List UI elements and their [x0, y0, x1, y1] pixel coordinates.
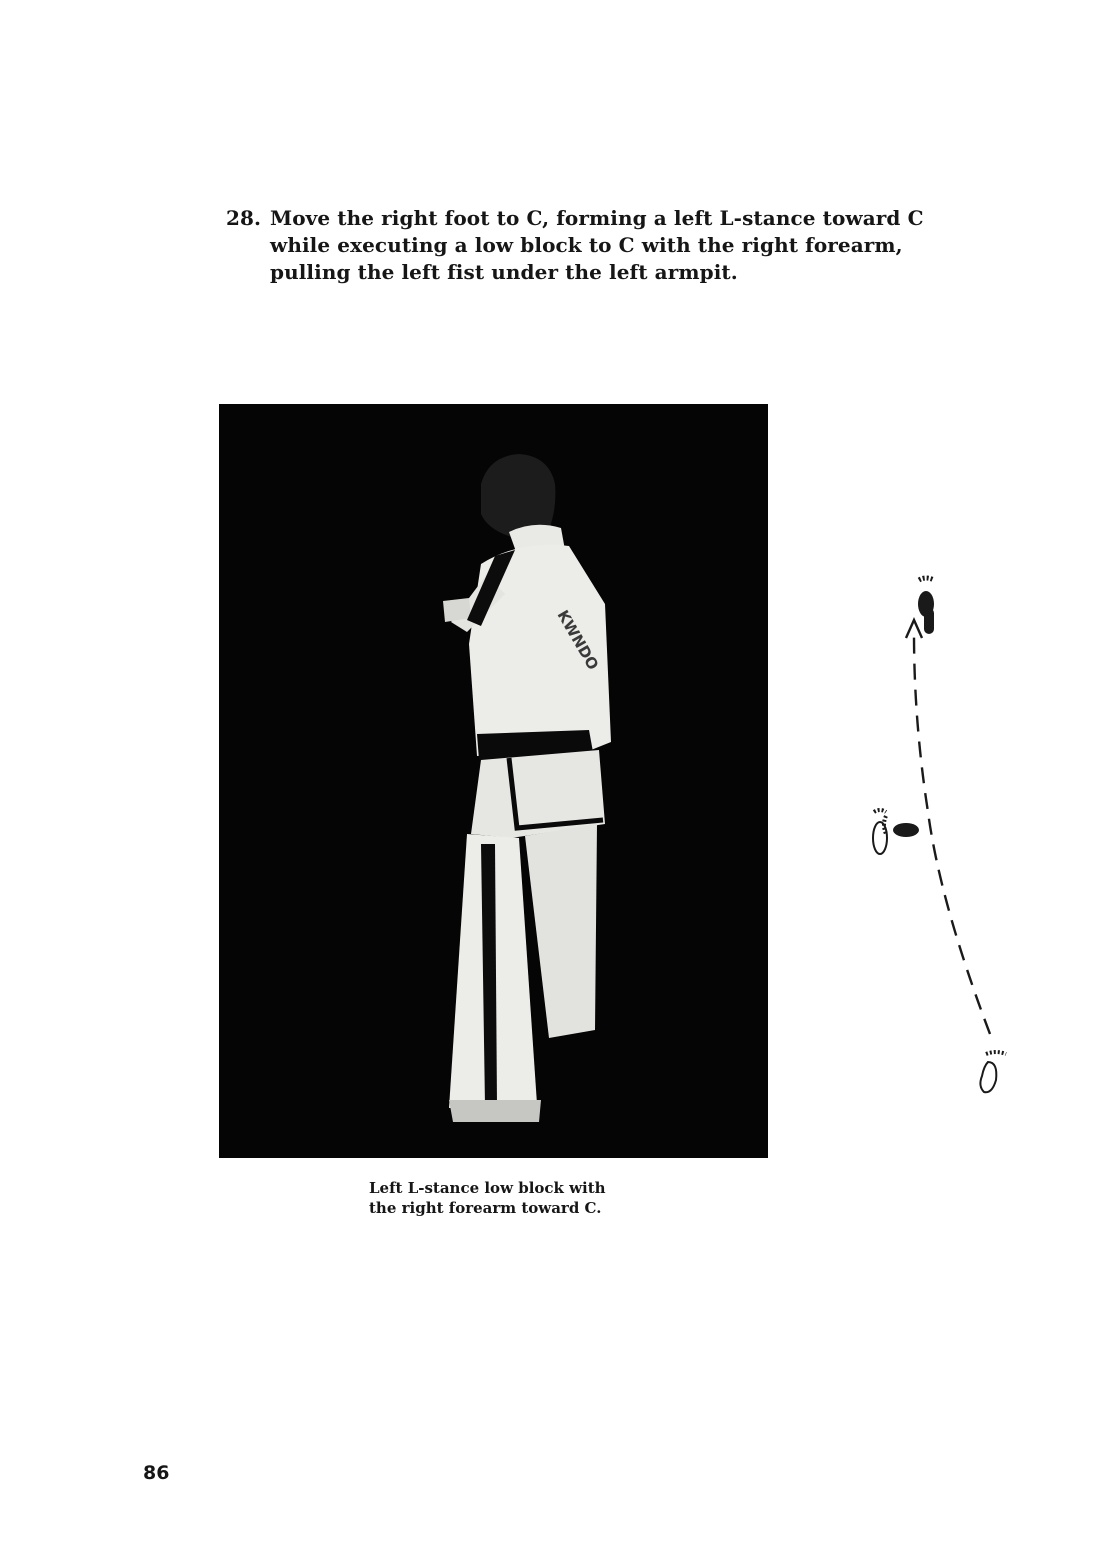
step-number: 28.	[226, 206, 262, 230]
footprint-icon	[873, 578, 1006, 1092]
step-instruction	[226, 205, 926, 286]
footwork-diagram	[862, 572, 1032, 1112]
caption-line-2: the right forearm toward C.	[369, 1199, 602, 1217]
step-text: Move the right foot to C, forming a left L-stance toward C while executing a low block to C with the right forearm, pulling the left fist under the left armpit.	[270, 206, 924, 284]
caption-line-1: Left L-stance low block with	[369, 1179, 606, 1197]
svg-text:KWNDO: KWNDO	[553, 607, 603, 674]
technique-photo	[219, 404, 768, 1158]
page-number: 86	[143, 1462, 170, 1484]
figure-caption	[369, 1178, 689, 1218]
